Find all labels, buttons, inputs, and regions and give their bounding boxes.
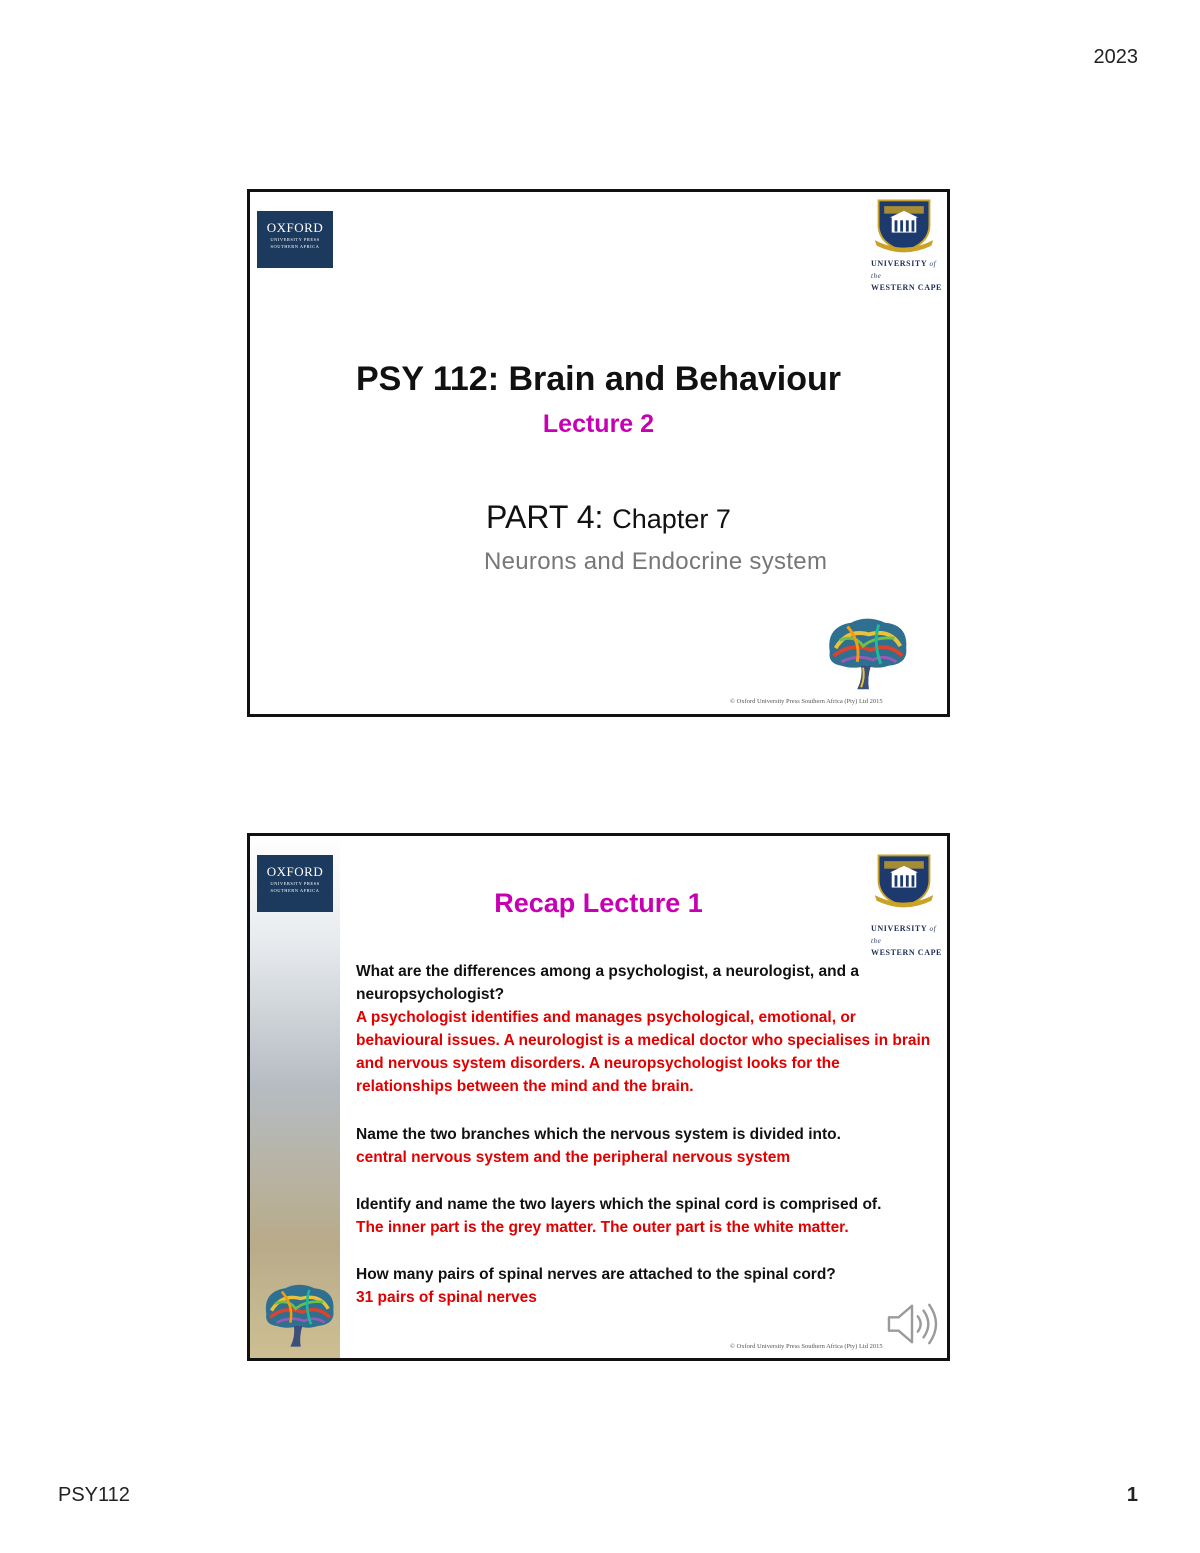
- chapter-label: Chapter 7: [612, 504, 731, 534]
- recap-item: [356, 960, 936, 1098]
- recap-question: Name the two branches which the nervous system is divided into.: [356, 1126, 841, 1143]
- page-year: 2023: [1093, 46, 1138, 68]
- uwc-line1: UNIVERSITY: [871, 259, 927, 268]
- uwc-name: [871, 258, 947, 293]
- university-crest-icon: [871, 196, 937, 254]
- recap-item: [356, 1193, 936, 1239]
- speaker-icon[interactable]: [882, 1300, 942, 1348]
- oxford-logo-line1: UNIVERSITY PRESS: [270, 881, 320, 886]
- recap-answer: A psychologist identifies and manages psychological, emotional, or behavioural issues. A neurologist is a medical doctor who specialises in brain and nervous system disorders. A neuropsychologist looks for the relationships between the mind and the brain.: [356, 1009, 931, 1095]
- oxford-logo-line2: SOUTHERN AFRICA: [270, 888, 320, 893]
- part-heading: [486, 499, 731, 536]
- uwc-line1-small: of the: [871, 925, 937, 945]
- footer-course: PSY112: [58, 1484, 130, 1506]
- slide-subtitle: Neurons and Endocrine system: [484, 548, 828, 575]
- uwc-line2: WESTERN CAPE: [871, 283, 942, 292]
- recap-question: How many pairs of spinal nerves are attached to the spinal cord?: [356, 1266, 836, 1283]
- recap-question: What are the differences among a psychologist, a neurologist, and a neuropsychologist?: [356, 963, 859, 1003]
- copyright-note: © Oxford University Press Southern Africa (Pty) Ltd 2015: [730, 698, 883, 705]
- oxford-logo: [257, 211, 333, 268]
- recap-item: [356, 1123, 936, 1169]
- recap-answer: central nervous system and the peripheral nervous system: [356, 1149, 791, 1166]
- uwc-line2: WESTERN CAPE: [871, 948, 942, 957]
- slide-title: Recap Lecture 1: [494, 888, 703, 918]
- slide-2: [247, 833, 950, 1361]
- recap-item: [356, 1263, 936, 1309]
- oxford-logo-line1: UNIVERSITY PRESS: [270, 237, 320, 242]
- oxford-logo-title: OXFORD: [266, 220, 324, 235]
- lecture-label: Lecture 2: [542, 410, 655, 438]
- recap-answer: 31 pairs of spinal nerves: [356, 1289, 537, 1306]
- brain-icon: [818, 612, 916, 692]
- recap-question: Identify and name the two layers which the spinal cord is comprised of.: [356, 1196, 882, 1213]
- brain-icon: [256, 1270, 342, 1358]
- page-number: 1: [1126, 1484, 1138, 1506]
- uwc-name: [871, 923, 947, 958]
- oxford-logo-line2: SOUTHERN AFRICA: [270, 244, 320, 249]
- uwc-line1-small: of the: [871, 260, 937, 280]
- recap-answer: The inner part is the grey matter. The outer part is the white matter.: [356, 1219, 849, 1236]
- oxford-logo-title: OXFORD: [266, 864, 324, 879]
- copyright-note: © Oxford University Press Southern Africa (Pty) Ltd 2015: [730, 1343, 883, 1350]
- slide-1: [247, 189, 950, 717]
- part-label: PART 4:: [486, 499, 604, 535]
- uwc-line1: UNIVERSITY: [871, 924, 927, 933]
- slide-title: PSY 112: Brain and Behaviour: [356, 360, 841, 398]
